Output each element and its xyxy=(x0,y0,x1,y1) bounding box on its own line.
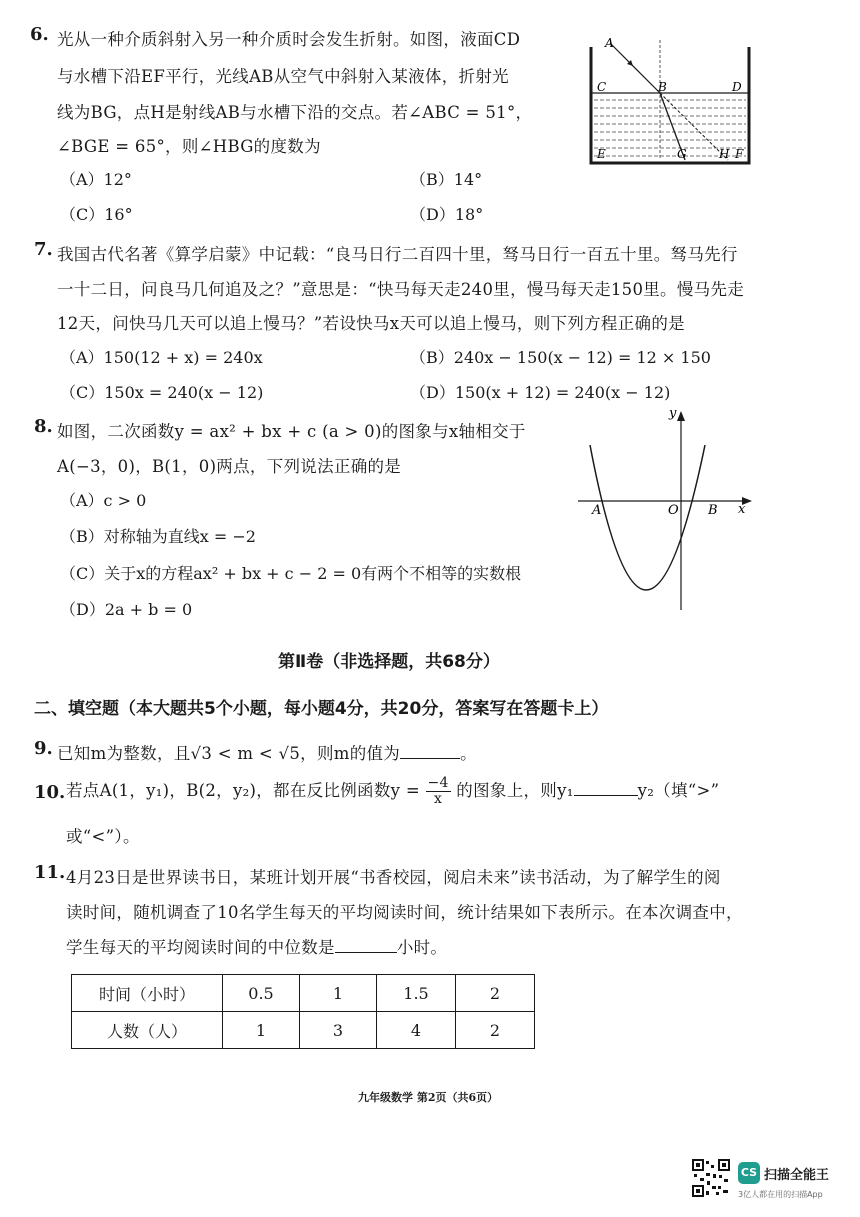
q8-parabola-figure xyxy=(570,405,760,615)
table-cell: 2 xyxy=(456,1012,535,1049)
label-e: E xyxy=(597,147,606,161)
q7-option-d: （D）150(x + 12) = 240(x − 12) xyxy=(410,383,671,402)
table-cell: 2 xyxy=(456,975,535,1012)
parabola-curve xyxy=(590,445,705,590)
q8-line1: 如图，二次函数y = ax² + bx + c (a > 0)的图象与x轴相交于 xyxy=(57,422,526,441)
q10-frac-numerator: −4 xyxy=(427,775,449,791)
q8-option-c: （C）关于x的方程ax² + bx + c − 2 = 0有两个不相等的实数根 xyxy=(60,564,522,583)
label-c: C xyxy=(597,80,607,94)
q9-text-post: 。 xyxy=(460,744,477,763)
scanner-tagline: 3亿人都在用的扫描App xyxy=(738,1190,823,1199)
q8-option-b: （B）对称轴为直线x = −2 xyxy=(60,527,256,546)
q6-option-c: （C）16° xyxy=(60,205,133,224)
q6-line1: 光从一种介质斜射入另一种介质时会发生折射。如图，液面CD xyxy=(57,30,521,49)
q10-text-mid: 的图象上，则y₁ xyxy=(456,781,574,800)
table-row xyxy=(72,975,535,1012)
q9-number: 9. xyxy=(34,738,53,759)
q10-line1 xyxy=(66,776,719,807)
q6-line4: ∠BGE = 65°，则∠HBG的度数为 xyxy=(57,137,321,156)
label-g: G xyxy=(677,147,687,161)
table-cell: 0.5 xyxy=(223,975,300,1012)
q6-option-b: （B）14° xyxy=(410,170,483,189)
q7-option-c: （C）150x = 240(x − 12) xyxy=(60,383,264,402)
qr-code-icon xyxy=(692,1159,730,1197)
q6-line2: 与水槽下沿EF平行，光线AB从空气中斜射入某液体，折射光 xyxy=(57,67,509,86)
q9-text xyxy=(57,740,477,764)
label-x: x xyxy=(738,502,746,517)
camscanner-logo-icon: CS xyxy=(738,1162,760,1184)
q6-tank-figure xyxy=(585,35,755,170)
reading-time-table xyxy=(71,974,535,1049)
label-a: A xyxy=(592,503,602,518)
q11-line1: 4月23日是世界读书日，某班计划开展“书香校园，阅启未来”读书活动，为了解学生的阅 xyxy=(66,868,721,887)
q10-text-post: y₂（填“>” xyxy=(637,781,720,800)
label-o: O xyxy=(668,503,679,518)
q10-fraction xyxy=(426,776,451,807)
q6-line3: 线为BG，点H是射线AB与水槽下沿的交点。若∠ABC = 51°， xyxy=(57,103,533,122)
part2-title: 第Ⅱ卷（非选择题，共68分） xyxy=(278,652,500,672)
q8-option-d: （D）2a + b = 0 xyxy=(60,600,193,619)
q10-frac-denominator: x xyxy=(434,791,443,807)
q10-number: 10. xyxy=(34,782,66,803)
q6-option-d: （D）18° xyxy=(410,205,484,224)
tank-walls xyxy=(591,47,749,163)
q6-number: 6. xyxy=(30,24,49,45)
table-row xyxy=(72,1012,535,1049)
q10-answer-blank xyxy=(574,781,638,796)
table-cell: 1 xyxy=(300,975,377,1012)
q11-line3 xyxy=(66,934,447,958)
table-cell: 1.5 xyxy=(377,975,456,1012)
q11-line3-post: 小时。 xyxy=(396,938,448,957)
q11-number: 11. xyxy=(34,862,66,883)
ray-ab xyxy=(610,43,660,93)
section2-title: 二、填空题（本大题共5个小题，每小题4分，共20分，答案写在答题卡上） xyxy=(34,699,609,719)
q7-line1: 我国古代名著《算学启蒙》中记载：“良马日行二百四十里，驽马日行一百五十里。驽马先行 xyxy=(57,245,738,264)
page-footer: 九年级数学 第2页（共6页） xyxy=(358,1091,499,1104)
table-header-cell: 人数（人） xyxy=(72,1012,223,1049)
q10-line2: 或“<”）。 xyxy=(66,827,140,846)
q11-line2: 读时间，随机调查了10名学生每天的平均阅读时间，统计结果如下表所示。在本次调查中， xyxy=(66,903,743,922)
y-axis-arrow xyxy=(677,411,685,421)
q8-line2: A(−3，0)，B(1，0)两点，下列说法正确的是 xyxy=(57,457,402,476)
q7-option-a: （A）150(12 + x) = 240x xyxy=(60,348,263,367)
q9-text-pre: 已知m为整数，且√3 < m < √5，则m的值为 xyxy=(57,744,401,763)
label-b: B xyxy=(708,503,718,518)
label-a: A xyxy=(605,36,614,50)
scanner-bar xyxy=(0,1140,860,1217)
q8-number: 8. xyxy=(34,416,53,437)
q11-answer-blank xyxy=(335,938,397,953)
q10-text-pre: 若点A(1，y₁)，B(2，y₂)，都在反比例函数y = xyxy=(66,781,420,800)
q7-option-b: （B）240x − 150(x − 12) = 12 × 150 xyxy=(410,348,711,367)
table-cell: 1 xyxy=(223,1012,300,1049)
label-y: y xyxy=(669,406,677,421)
q6-option-a: （A）12° xyxy=(60,170,132,189)
q11-line3-pre: 学生每天的平均阅读时间的中位数是 xyxy=(66,938,335,957)
ray-extension-bh xyxy=(660,93,728,160)
table-cell: 4 xyxy=(377,1012,456,1049)
label-d: D xyxy=(732,80,742,94)
q7-number: 7. xyxy=(34,239,53,260)
q7-line2: 一十二日，问良马几何追及之？”意思是：“快马每天走240里，慢马每天走150里。慢马先走 xyxy=(57,280,745,299)
table-cell: 3 xyxy=(300,1012,377,1049)
label-h: H xyxy=(719,147,730,161)
label-f: F xyxy=(735,147,744,161)
table-header-cell: 时间（小时） xyxy=(72,975,223,1012)
label-b: B xyxy=(658,80,667,94)
q9-answer-blank xyxy=(400,744,460,759)
scanner-app-name: 扫描全能王 xyxy=(764,1168,830,1183)
q8-option-a: （A）c > 0 xyxy=(60,491,147,510)
q7-line3: 12天，问快马几天可以追上慢马？”若设快马x天可以追上慢马，则下列方程正确的是 xyxy=(57,314,685,333)
